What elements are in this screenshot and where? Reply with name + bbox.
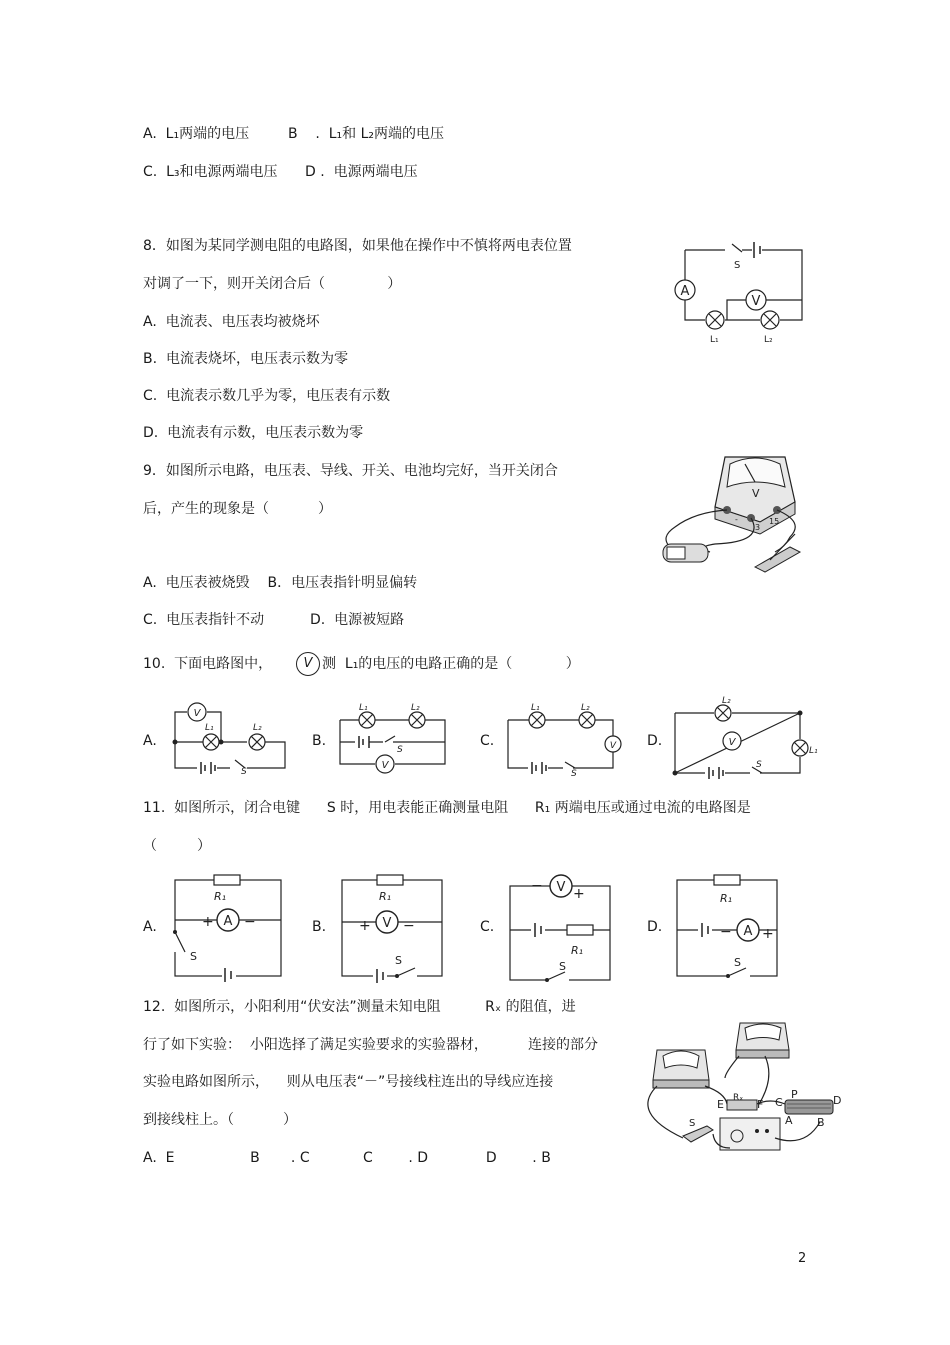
q10a-l1: L₁	[205, 723, 214, 733]
q11d-a: A	[743, 924, 753, 939]
q11-option-d-label: D.	[647, 919, 663, 935]
q10-option-d-label: D.	[647, 733, 663, 749]
q10-option-b-label: B.	[312, 733, 327, 749]
q11b-minus: −	[403, 918, 415, 934]
q7-option-b: B . L₁和 L₂两端的电压	[288, 126, 445, 142]
q7-option-c: C. L₃和电源两端电压	[143, 164, 278, 180]
q11a-a: A	[223, 914, 233, 929]
q8-lamp2-label: L₂	[764, 335, 773, 345]
q9-meter-label: V	[752, 487, 760, 500]
q11-stem-line2: （ ）	[143, 838, 212, 854]
q10-circuit-c	[503, 700, 623, 779]
q8-option-b: B. 电流表烧坏，电压表示数为零	[143, 351, 348, 367]
q10-circuit-a	[165, 700, 290, 775]
q11b-s: S	[395, 954, 402, 967]
q11-stem-line1: 11. 如图所示，闭合电键 S 时，用电表能正确测量电阻 R₁ 两端电压或通过电流的电路图是	[143, 800, 751, 816]
q12-term-f: F	[757, 1098, 764, 1111]
q11c-r: R₁	[571, 944, 584, 957]
q11d-s: S	[734, 956, 741, 969]
q10d-s: S	[756, 760, 762, 770]
q9-terminal-15: 15	[769, 517, 780, 526]
q10a-v: V	[193, 708, 201, 719]
q7-option-d: D . 电源两端电压	[305, 164, 418, 180]
q12-apparatus-diagram	[635, 1018, 845, 1158]
q9-stem-line2: 后，产生的现象是（ ）	[143, 501, 332, 517]
q11-circuit-d	[672, 872, 787, 982]
q8-voltmeter-label: V	[751, 294, 761, 309]
q10-option-c-label: C.	[480, 733, 495, 749]
q7-option-a: A. L₁两端的电压	[143, 126, 250, 142]
q9-option-c: C. 电压表指针不动	[143, 612, 265, 628]
q12-term-e: E	[717, 1098, 724, 1111]
q10b-s: S	[397, 745, 403, 755]
q11b-v: V	[382, 916, 392, 931]
q10b-l2: L₂	[411, 703, 420, 713]
q10d-l1: L₁	[809, 746, 818, 756]
q11c-plus: +	[573, 886, 585, 902]
q11-circuit-a	[170, 872, 290, 982]
q9-option-ab: A. 电压表被烧毁 B．电压表指针明显偏转	[143, 575, 418, 591]
q11a-r: R₁	[214, 890, 227, 903]
q10c-l1: L₁	[531, 703, 540, 713]
q12-term-b: B	[817, 1116, 825, 1129]
q10-circuit-b	[335, 700, 450, 775]
q11-option-a-label: A.	[143, 919, 157, 935]
q10-voltmeter-symbol: V	[296, 652, 320, 676]
q8-stem-line2: 对调了一下，则开关闭合后（ ）	[143, 276, 402, 292]
q11d-r: R₁	[720, 892, 733, 905]
q12-term-c: C	[775, 1096, 783, 1109]
q11-option-b-label: B.	[312, 919, 327, 935]
q12-term-a: A	[785, 1114, 793, 1127]
q8-option-d: D. 电流表有示数，电压表示数为零	[143, 425, 364, 441]
q11d-minus: −	[720, 924, 732, 940]
q12-term-p: P	[791, 1088, 798, 1101]
q9-terminal-minus: -	[735, 515, 738, 524]
q8-lamp1-label: L₁	[710, 335, 719, 345]
q11d-plus: +	[762, 926, 774, 942]
q11c-s: S	[559, 960, 566, 973]
q8-circuit-diagram	[670, 240, 810, 350]
q10c-l2: L₂	[581, 703, 590, 713]
q10d-l2: L₂	[722, 696, 731, 706]
q9-apparatus-diagram	[655, 452, 815, 577]
q8-option-c: C. 电流表示数几乎为零，电压表有示数	[143, 388, 391, 404]
q12-rx-label: Rₓ	[733, 1093, 744, 1103]
q8-stem-line1: 8．如图为某同学测电阻的电路图，如果他在操作中不慎将两电表位置	[143, 238, 572, 254]
q10-stem-post: 测 L₁的电压的电路正确的是（ ）	[322, 656, 580, 672]
q12-stem-line4: 到接线柱上。（ ）	[143, 1112, 297, 1128]
q10d-v: V	[728, 737, 736, 748]
q11c-minus: −	[531, 878, 543, 894]
q12-switch-label: S	[689, 1118, 696, 1129]
page-number: 2	[798, 1251, 807, 1266]
q10c-v: V	[609, 741, 617, 751]
q10-option-a-label: A.	[143, 733, 157, 749]
q11-option-c-label: C.	[480, 919, 495, 935]
q10b-l1: L₁	[359, 703, 368, 713]
q11b-r: R₁	[379, 890, 392, 903]
q10b-v: V	[381, 760, 389, 771]
q11-circuit-c	[505, 868, 615, 983]
q8-switch-label: S	[734, 260, 741, 271]
q11b-plus: +	[359, 918, 371, 934]
q11c-v: V	[556, 880, 566, 895]
q11a-plus: +	[202, 914, 214, 930]
q12-stem-line2: 行了如下实验： 小阳选择了满足实验要求的实验器材， 连接的部分	[143, 1037, 598, 1053]
q12-term-d: D	[833, 1094, 842, 1107]
q12-stem-line1: 12. 如图所示，小阳利用“伏安法”测量未知电阻 Rₓ 的阻值，进	[143, 999, 576, 1015]
q9-stem-line1: 9．如图所示电路，电压表、导线、开关、电池均完好，当开关闭合	[143, 463, 558, 479]
q10-stem-pre: 10. 下面电路图中，	[143, 656, 273, 672]
q9-terminal-3: 3	[755, 523, 761, 532]
q10-circuit-d	[670, 695, 818, 780]
q8-option-a: A. 电流表、电压表均被烧坏	[143, 314, 320, 330]
q10c-s: S	[571, 769, 577, 779]
q8-ammeter-label: A	[680, 284, 690, 299]
q11a-minus: −	[244, 914, 256, 930]
q11-circuit-b	[337, 872, 447, 982]
q10a-s: S	[241, 767, 247, 777]
q10a-l2: L₂	[253, 723, 262, 733]
q11a-s: S	[190, 950, 197, 963]
q12-options: A. E B . C C . D D . B	[143, 1150, 551, 1166]
q9-option-d: D. 电源被短路	[310, 612, 405, 628]
q12-stem-line3: 实验电路如图所示， 则从电压表“－”号接线柱连出的导线应连接	[143, 1074, 554, 1090]
